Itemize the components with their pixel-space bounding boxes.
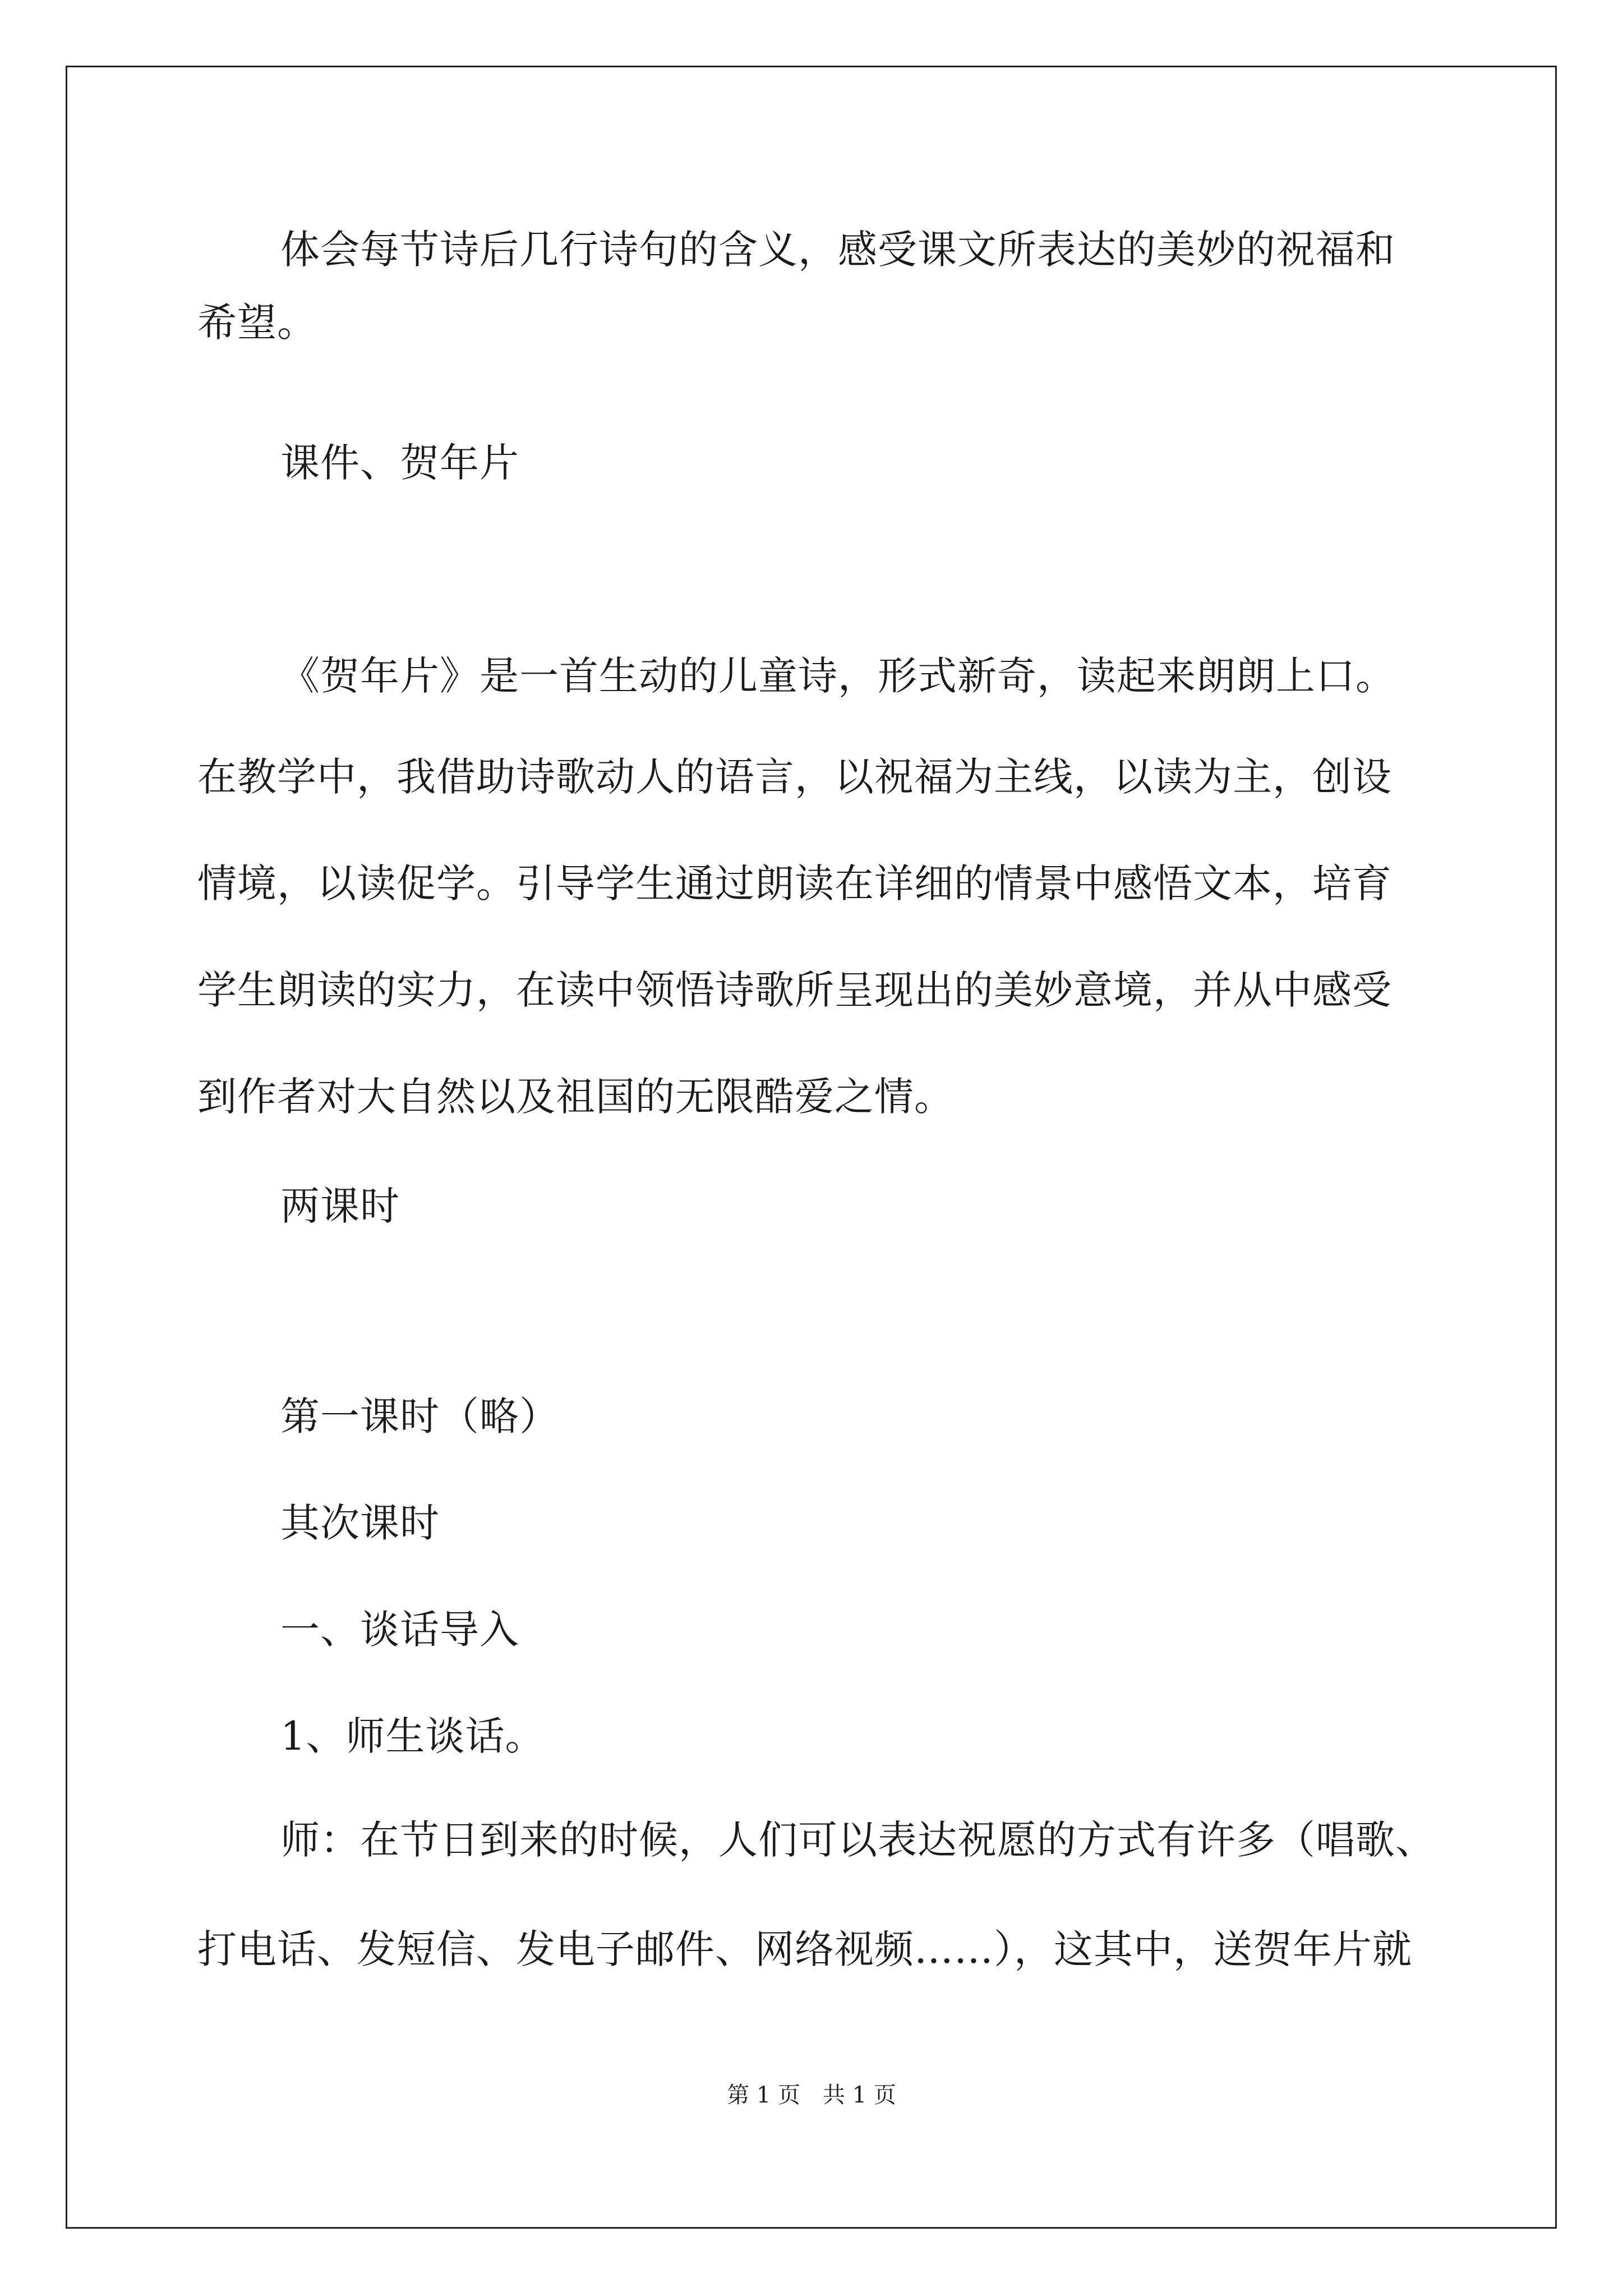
paragraph-line: 到作者对大自然以及祖国的无限酷爱之情。 [197,1074,954,1120]
page-number-footer: 第 1 页 共 1 页 [727,2082,896,2108]
paragraph-line: 《贺年片》是一首生动的儿童诗，形式新奇，读起来朗朗上口。 [280,653,1395,699]
paragraph-line: 一、谈话导入 [280,1607,519,1653]
paragraph-line: 师：在节日到来的时候，人们可以表达祝愿的方式有许多（唱歌、 [280,1817,1435,1863]
paragraph-line: 希望。 [197,300,317,346]
paragraph-line: 第一课时（略） [280,1393,559,1439]
paragraph-line: 学生朗读的实力，在读中领悟诗歌所呈现出的美妙意境，并从中感受 [197,967,1392,1013]
paragraph-line: 1、师生谈话。 [280,1713,545,1759]
paragraph-line: 两课时 [280,1183,400,1229]
paragraph-line: 其次课时 [280,1500,440,1546]
paragraph-line: 情境，以读促学。引导学生通过朗读在详细的情景中感悟文本，培育 [197,861,1392,907]
paragraph-line: 体会每节诗后几行诗句的含义，感受课文所表达的美妙的祝福和 [280,227,1395,273]
paragraph-line: 打电话、发短信、发电子邮件、网络视频……），这其中，送贺年片就 [197,1926,1412,1972]
paragraph-line: 在教学中，我借助诗歌动人的语言，以祝福为主线，以读为主，创设 [197,754,1392,800]
page-border [66,66,1557,2229]
paragraph-line: 课件、贺年片 [280,440,519,486]
